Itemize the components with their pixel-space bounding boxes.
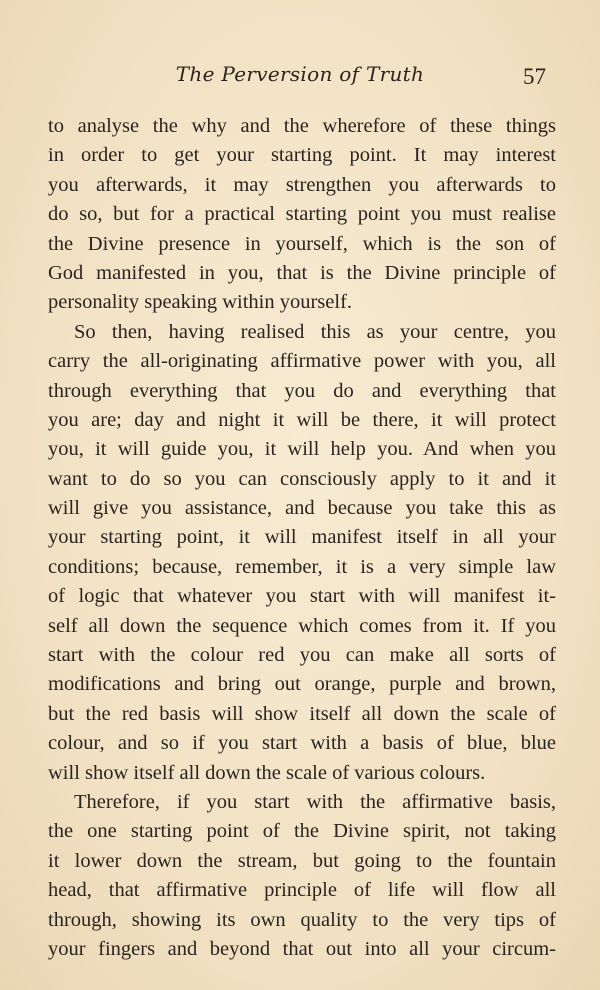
running-title: The Perversion of Truth (175, 62, 425, 86)
page-number: 57 (523, 64, 546, 89)
text-line: in order to get your starting point. It may interest (48, 144, 556, 167)
text-line: the Divine presence in yourself, which is the son of (48, 232, 556, 255)
text-line: your fingers and beyond that out into all your circum- (48, 937, 556, 960)
text-line: self all down the sequence which comes from it. If you (48, 614, 556, 637)
paragraph-start-line: So then, having realised this as your centre, you (74, 320, 556, 343)
text-line: will give you assistance, and because you take this as (48, 497, 556, 520)
text-line: it lower down the stream, but going to the fountain (48, 849, 556, 872)
text-line: modifications and bring out orange, purple and brown, (48, 673, 556, 696)
text-line: head, that affirmative principle of life will flow all (48, 879, 556, 902)
text-line: do so, but for a practical starting point you must realise (48, 203, 556, 226)
body-text (48, 112, 556, 964)
text-line: through, showing its own quality to the very tips of (48, 908, 556, 931)
text-line: the one starting point of the Divine spirit, not taking (48, 820, 556, 843)
text-line: of logic that whatever you start with will manifest it- (48, 585, 556, 608)
text-line: want to do so you can consciously apply to it and it (48, 467, 556, 490)
text-line: God manifested in you, that is the Divine principle of (48, 261, 556, 284)
text-line: but the red basis will show itself all down the scale of (48, 702, 556, 725)
text-line: start with the colour red you can make all sorts of (48, 644, 556, 667)
text-line: personality speaking within yourself. (48, 291, 353, 314)
text-line: conditions; because, remember, it is a very simple law (48, 555, 556, 578)
text-line: colour, and so if you start with a basis of blue, blue (48, 732, 556, 755)
paragraph-start-line: Therefore, if you start with the affirmative basis, (74, 790, 556, 813)
text-line: you, it will guide you, it will help you. And when you (48, 438, 556, 461)
text-line: through everything that you do and everything that (48, 379, 556, 402)
text-line: carry the all-originating affirmative power with you, all (48, 350, 556, 373)
running-head (48, 62, 552, 96)
text-line: your starting point, it will manifest itself in all your (48, 526, 556, 549)
text-line: you are; day and night it will be there, it will protect (48, 408, 556, 431)
text-line: you afterwards, it may strengthen you afterwards to (48, 173, 556, 196)
text-line: to analyse the why and the wherefore of these things (48, 115, 556, 137)
text-line: will show itself all down the scale of various colours. (48, 761, 486, 784)
